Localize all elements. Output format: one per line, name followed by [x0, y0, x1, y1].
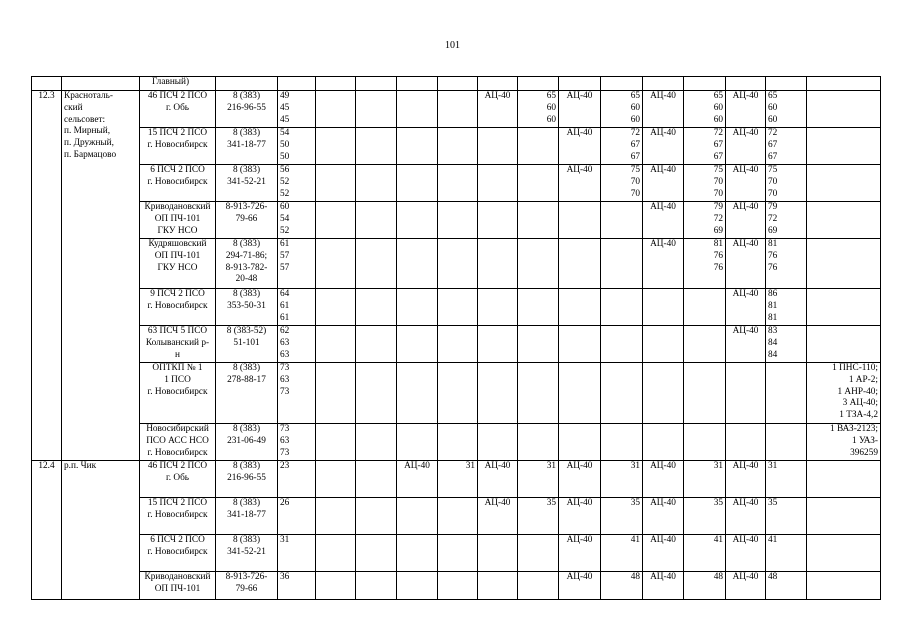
- vehicle-time-cell: [684, 289, 726, 326]
- vehicle-type-cell: АЦ-40: [726, 239, 766, 289]
- vehicle-time-cell: 48: [766, 572, 807, 600]
- vehicle-type-cell: [397, 239, 438, 289]
- vehicle-type-cell: [478, 572, 518, 600]
- section-number-cell: 12.4: [32, 461, 62, 600]
- vehicle-type-cell: [559, 239, 601, 289]
- page-number: 101: [445, 40, 460, 51]
- vehicle-type-cell: АЦ-40: [726, 202, 766, 239]
- phone-cell: 8-913-726- 79-66: [216, 572, 278, 600]
- time-cell: 54 50 50: [278, 128, 316, 165]
- vehicle-type-cell: [397, 128, 438, 165]
- vehicle-time-cell: [601, 326, 643, 363]
- cell: [316, 498, 356, 535]
- vehicle-time-cell: [438, 572, 478, 600]
- vehicle-type-cell: АЦ-40: [478, 461, 518, 498]
- cell: [316, 535, 356, 572]
- vehicle-type-cell: [397, 91, 438, 128]
- vehicle-type-cell: [559, 326, 601, 363]
- vehicle-type-cell: АЦ-40: [643, 498, 684, 535]
- vehicle-type-cell: АЦ-40: [643, 165, 684, 202]
- vehicle-type-cell: АЦ-40: [726, 165, 766, 202]
- vehicle-time-cell: 72 67 67: [601, 128, 643, 165]
- cell: [356, 128, 397, 165]
- vehicle-time-cell: 31: [601, 461, 643, 498]
- cell: [316, 424, 356, 461]
- fire-response-table: [31, 76, 881, 600]
- table-row: [32, 363, 881, 424]
- cell: [356, 202, 397, 239]
- phone-cell: 8 (383) 341-52-21: [216, 535, 278, 572]
- vehicle-type-cell: АЦ-40: [559, 128, 601, 165]
- cell: [643, 77, 684, 91]
- vehicle-time-cell: [601, 363, 643, 424]
- cell: [601, 77, 643, 91]
- vehicle-time-cell: [438, 91, 478, 128]
- cell: [356, 239, 397, 289]
- vehicle-type-cell: АЦ-40: [559, 91, 601, 128]
- vehicle-type-cell: [478, 424, 518, 461]
- vehicle-time-cell: 31: [766, 461, 807, 498]
- vehicle-time-cell: [518, 165, 559, 202]
- table-row: [32, 128, 881, 165]
- vehicle-time-cell: 79 72 69: [684, 202, 726, 239]
- vehicle-type-cell: [643, 363, 684, 424]
- cell: [478, 77, 518, 91]
- vehicle-time-cell: [684, 363, 726, 424]
- table-row: [32, 535, 881, 572]
- time-cell: 26: [278, 498, 316, 535]
- extra-equipment-cell: 1 ПНС-110; 1 АР-2; 1 АНР-40; 3 АЦ-40; 1 ТЗА-4,2: [807, 363, 881, 424]
- vehicle-time-cell: 86 81 81: [766, 289, 807, 326]
- vehicle-type-cell: [397, 424, 438, 461]
- cell: [397, 77, 438, 91]
- vehicle-type-cell: [478, 239, 518, 289]
- cell: [807, 77, 881, 91]
- cell: [316, 202, 356, 239]
- vehicle-type-cell: АЦ-40: [643, 202, 684, 239]
- vehicle-time-cell: [518, 239, 559, 289]
- phone-cell: 8 (383) 353-50-31: [216, 289, 278, 326]
- cell: [316, 461, 356, 498]
- extra-equipment-cell: [807, 239, 881, 289]
- extra-equipment-cell: [807, 326, 881, 363]
- cell: [316, 363, 356, 424]
- vehicle-time-cell: 75 70 70: [601, 165, 643, 202]
- cell: [316, 239, 356, 289]
- cell: [356, 535, 397, 572]
- vehicle-type-cell: [478, 535, 518, 572]
- cell: [356, 326, 397, 363]
- vehicle-type-cell: АЦ-40: [643, 461, 684, 498]
- vehicle-time-cell: [438, 498, 478, 535]
- vehicle-type-cell: АЦ-40: [397, 461, 438, 498]
- vehicle-time-cell: 65 60 60: [518, 91, 559, 128]
- vehicle-time-cell: 41: [766, 535, 807, 572]
- vehicle-time-cell: [518, 289, 559, 326]
- vehicle-time-cell: 65 60 60: [684, 91, 726, 128]
- vehicle-time-cell: 31: [438, 461, 478, 498]
- phone-cell: 8 (383) 231-06-49: [216, 424, 278, 461]
- settlement-cell: [62, 77, 140, 91]
- vehicle-type-cell: [478, 326, 518, 363]
- vehicle-type-cell: [478, 289, 518, 326]
- unit-cell: 6 ПСЧ 2 ПСО г. Новосибирск: [140, 165, 216, 202]
- phone-cell: 8 (383) 341-18-77: [216, 498, 278, 535]
- vehicle-time-cell: [438, 202, 478, 239]
- cell: [316, 326, 356, 363]
- vehicle-type-cell: АЦ-40: [726, 498, 766, 535]
- vehicle-type-cell: АЦ-40: [559, 498, 601, 535]
- extra-equipment-cell: [807, 165, 881, 202]
- unit-cell: Криводановский ОП ПЧ-101: [140, 572, 216, 600]
- unit-cell: 63 ПСЧ 5 ПСО Колыванский р- н: [140, 326, 216, 363]
- vehicle-type-cell: АЦ-40: [643, 535, 684, 572]
- table-row: [32, 498, 881, 535]
- phone-cell: 8 (383-52) 51-101: [216, 326, 278, 363]
- cell: [356, 424, 397, 461]
- vehicle-type-cell: [397, 326, 438, 363]
- cell: [316, 91, 356, 128]
- cell: [356, 572, 397, 600]
- vehicle-time-cell: 31: [684, 461, 726, 498]
- vehicle-time-cell: 79 72 69: [766, 202, 807, 239]
- vehicle-time-cell: 81 76 76: [766, 239, 807, 289]
- vehicle-time-cell: [438, 239, 478, 289]
- phone-cell: 8 (383) 278-88-17: [216, 363, 278, 424]
- vehicle-type-cell: [726, 424, 766, 461]
- vehicle-type-cell: АЦ-40: [559, 461, 601, 498]
- vehicle-time-cell: 75 70 70: [684, 165, 726, 202]
- phone-cell: 8 (383) 294-71-86; 8-913-782- 20-48: [216, 239, 278, 289]
- phone-cell: 8 (383) 341-18-77: [216, 128, 278, 165]
- vehicle-time-cell: 48: [601, 572, 643, 600]
- vehicle-type-cell: [397, 535, 438, 572]
- vehicle-time-cell: 75 70 70: [766, 165, 807, 202]
- vehicle-type-cell: [643, 289, 684, 326]
- vehicle-time-cell: 35: [684, 498, 726, 535]
- unit-cell: 46 ПСЧ 2 ПСО г. Обь: [140, 461, 216, 498]
- phone-cell: 8 (383) 216-96-55: [216, 461, 278, 498]
- vehicle-time-cell: [438, 326, 478, 363]
- vehicle-type-cell: [559, 289, 601, 326]
- cell: [438, 77, 478, 91]
- time-cell: 73 63 73: [278, 424, 316, 461]
- cell: [316, 128, 356, 165]
- time-cell: 62 63 63: [278, 326, 316, 363]
- extra-equipment-cell: [807, 498, 881, 535]
- vehicle-time-cell: 41: [601, 535, 643, 572]
- cell: [356, 77, 397, 91]
- vehicle-time-cell: [438, 424, 478, 461]
- cell: [356, 498, 397, 535]
- vehicle-time-cell: 48: [684, 572, 726, 600]
- cell: [356, 363, 397, 424]
- vehicle-type-cell: [397, 202, 438, 239]
- vehicle-time-cell: 81 76 76: [684, 239, 726, 289]
- table-row: [32, 289, 881, 326]
- vehicle-type-cell: АЦ-40: [559, 572, 601, 600]
- time-cell: 49 45 45: [278, 91, 316, 128]
- vehicle-type-cell: [478, 128, 518, 165]
- vehicle-type-cell: АЦ-40: [478, 91, 518, 128]
- vehicle-time-cell: [518, 363, 559, 424]
- extra-equipment-cell: 1 ВАЗ-2123; 1 УАЗ- 396259: [807, 424, 881, 461]
- cell: [216, 77, 278, 91]
- vehicle-type-cell: АЦ-40: [726, 572, 766, 600]
- extra-equipment-cell: [807, 91, 881, 128]
- table-row: [32, 202, 881, 239]
- vehicle-time-cell: [684, 424, 726, 461]
- vehicle-time-cell: [518, 424, 559, 461]
- vehicle-type-cell: АЦ-40: [726, 461, 766, 498]
- vehicle-type-cell: АЦ-40: [726, 91, 766, 128]
- time-cell: 31: [278, 535, 316, 572]
- vehicle-type-cell: АЦ-40: [726, 128, 766, 165]
- vehicle-type-cell: АЦ-40: [559, 535, 601, 572]
- table-row: [32, 239, 881, 289]
- unit-cell: Кудряшовский ОП ПЧ-101 ГКУ НСО: [140, 239, 216, 289]
- vehicle-type-cell: [478, 165, 518, 202]
- phone-cell: 8 (383) 216-96-55: [216, 91, 278, 128]
- vehicle-time-cell: 65 60 60: [601, 91, 643, 128]
- settlement-cell: р.п. Чик: [62, 461, 140, 600]
- extra-equipment-cell: [807, 202, 881, 239]
- num-cell: [32, 77, 62, 91]
- vehicle-type-cell: АЦ-40: [726, 326, 766, 363]
- vehicle-type-cell: [478, 363, 518, 424]
- vehicle-time-cell: [684, 326, 726, 363]
- vehicle-type-cell: [559, 363, 601, 424]
- vehicle-time-cell: 31: [518, 461, 559, 498]
- vehicle-time-cell: [766, 424, 807, 461]
- vehicle-type-cell: АЦ-40: [643, 128, 684, 165]
- vehicle-time-cell: [601, 202, 643, 239]
- unit-cell: 15 ПСЧ 2 ПСО г. Новосибирск: [140, 128, 216, 165]
- unit-cell: Новосибирский ПСО АСС НСО г. Новосибирск: [140, 424, 216, 461]
- vehicle-type-cell: [397, 572, 438, 600]
- unit-cell: Главный): [140, 77, 216, 91]
- time-cell: 73 63 73: [278, 363, 316, 424]
- vehicle-type-cell: [643, 326, 684, 363]
- vehicle-type-cell: АЦ-40: [478, 498, 518, 535]
- table-row: [32, 165, 881, 202]
- unit-cell: ОПТКП № 1 1 ПСО г. Новосибирск: [140, 363, 216, 424]
- table-row: [32, 461, 881, 498]
- time-cell: 36: [278, 572, 316, 600]
- vehicle-time-cell: [601, 239, 643, 289]
- vehicle-time-cell: 72 67 67: [684, 128, 726, 165]
- extra-equipment-cell: [807, 535, 881, 572]
- phone-cell: 8-913-726- 79-66: [216, 202, 278, 239]
- unit-cell: 46 ПСЧ 2 ПСО г. Обь: [140, 91, 216, 128]
- vehicle-time-cell: [518, 572, 559, 600]
- unit-cell: 15 ПСЧ 2 ПСО г. Новосибирск: [140, 498, 216, 535]
- section-number-cell: 12.3: [32, 91, 62, 461]
- table-row: [32, 91, 881, 128]
- vehicle-type-cell: АЦ-40: [726, 535, 766, 572]
- cell: [316, 165, 356, 202]
- cell: [356, 461, 397, 498]
- vehicle-time-cell: 41: [684, 535, 726, 572]
- cell: [356, 289, 397, 326]
- vehicle-type-cell: [397, 289, 438, 326]
- table-row: [32, 572, 881, 600]
- cell: [726, 77, 766, 91]
- vehicle-time-cell: 65 60 60: [766, 91, 807, 128]
- unit-cell: Криводановский ОП ПЧ-101 ГКУ НСО: [140, 202, 216, 239]
- vehicle-type-cell: АЦ-40: [643, 572, 684, 600]
- vehicle-type-cell: [726, 363, 766, 424]
- cell: [684, 77, 726, 91]
- vehicle-type-cell: АЦ-40: [643, 239, 684, 289]
- vehicle-time-cell: 35: [518, 498, 559, 535]
- cell: [316, 77, 356, 91]
- time-cell: 60 54 52: [278, 202, 316, 239]
- vehicle-time-cell: [518, 326, 559, 363]
- extra-equipment-cell: [807, 461, 881, 498]
- vehicle-time-cell: [766, 363, 807, 424]
- vehicle-type-cell: [478, 202, 518, 239]
- vehicle-type-cell: [643, 424, 684, 461]
- cell: [278, 77, 316, 91]
- table-row: [32, 77, 881, 91]
- vehicle-type-cell: АЦ-40: [643, 91, 684, 128]
- cell: [766, 77, 807, 91]
- vehicle-time-cell: 35: [601, 498, 643, 535]
- time-cell: 23: [278, 461, 316, 498]
- cell: [356, 91, 397, 128]
- vehicle-time-cell: [438, 535, 478, 572]
- vehicle-type-cell: [397, 363, 438, 424]
- vehicle-time-cell: 35: [766, 498, 807, 535]
- vehicle-type-cell: [559, 202, 601, 239]
- cell: [356, 165, 397, 202]
- unit-cell: 6 ПСЧ 2 ПСО г. Новосибирск: [140, 535, 216, 572]
- vehicle-time-cell: [438, 165, 478, 202]
- time-cell: 61 57 57: [278, 239, 316, 289]
- time-cell: 64 61 61: [278, 289, 316, 326]
- vehicle-type-cell: [397, 498, 438, 535]
- vehicle-time-cell: [438, 289, 478, 326]
- vehicle-type-cell: [397, 165, 438, 202]
- table-row: [32, 326, 881, 363]
- settlement-cell: Красноталь- ский сельсовет: п. Мирный, п. Дружный, п. Бармацово: [62, 91, 140, 461]
- unit-cell: 9 ПСЧ 2 ПСО г. Новосибирск: [140, 289, 216, 326]
- cell: [316, 572, 356, 600]
- vehicle-time-cell: [438, 128, 478, 165]
- cell: [518, 77, 559, 91]
- extra-equipment-cell: [807, 289, 881, 326]
- vehicle-type-cell: АЦ-40: [559, 165, 601, 202]
- vehicle-type-cell: [559, 424, 601, 461]
- vehicle-time-cell: [518, 128, 559, 165]
- phone-cell: 8 (383) 341-52-21: [216, 165, 278, 202]
- time-cell: 56 52 52: [278, 165, 316, 202]
- vehicle-time-cell: 83 84 84: [766, 326, 807, 363]
- vehicle-time-cell: [518, 202, 559, 239]
- vehicle-time-cell: [518, 535, 559, 572]
- cell: [316, 289, 356, 326]
- cell: [559, 77, 601, 91]
- vehicle-time-cell: [438, 363, 478, 424]
- vehicle-time-cell: [601, 424, 643, 461]
- table-row: [32, 424, 881, 461]
- vehicle-time-cell: [601, 289, 643, 326]
- extra-equipment-cell: [807, 128, 881, 165]
- vehicle-time-cell: 72 67 67: [766, 128, 807, 165]
- vehicle-type-cell: АЦ-40: [726, 289, 766, 326]
- extra-equipment-cell: [807, 572, 881, 600]
